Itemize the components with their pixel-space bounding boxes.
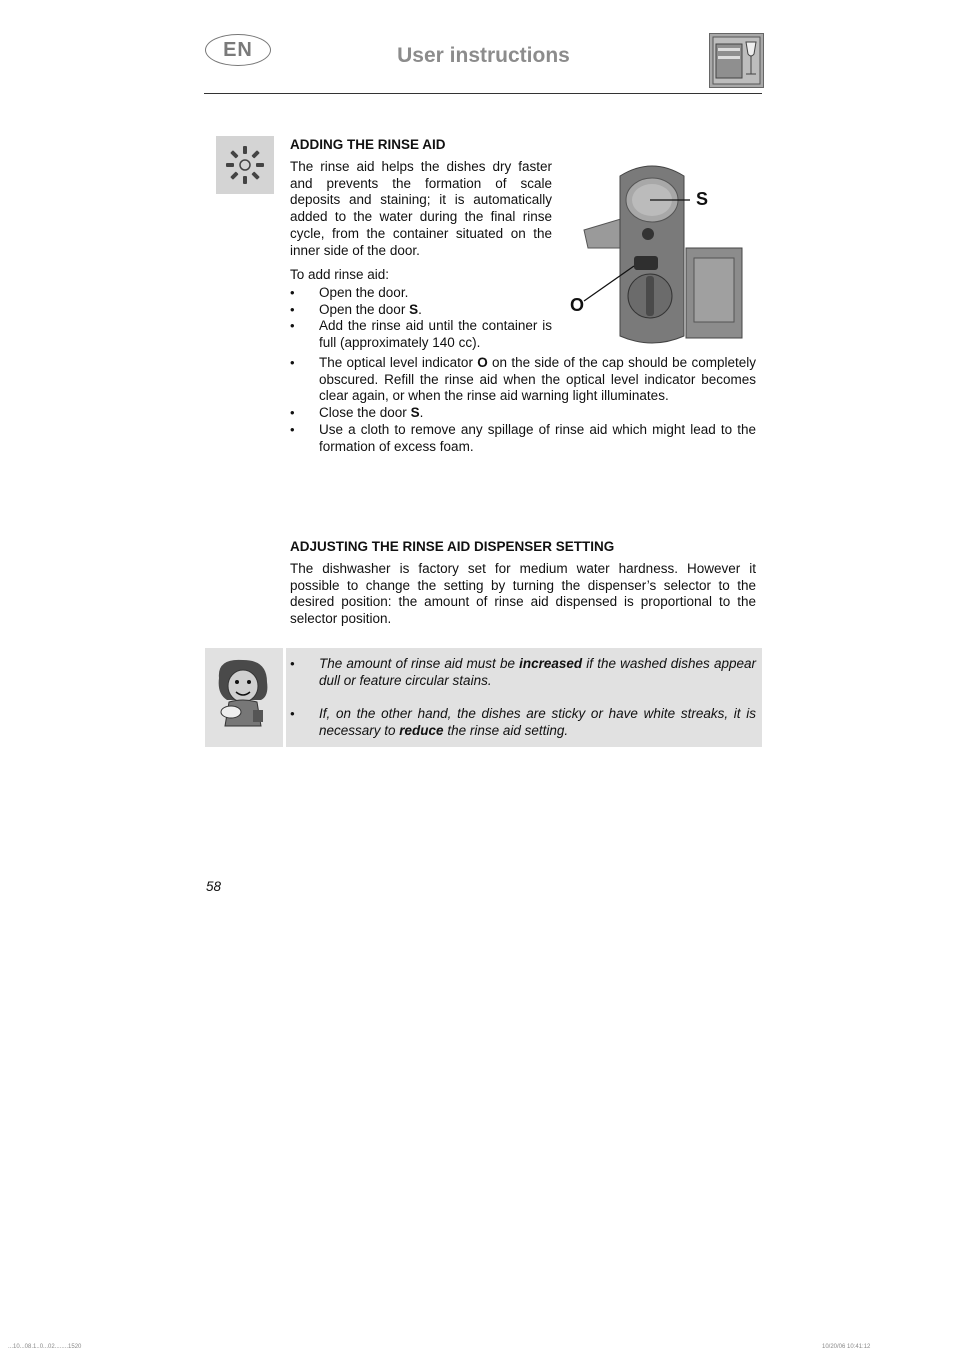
- sun-burst-icon: [216, 136, 274, 194]
- tip-list: [290, 656, 756, 740]
- adjusting-body: The dishwasher is factory set for medium water hardness. However it possible to change the setting by turning the dispenser’s selector to the desired position: the amount of rinse aid dispensed is proportional to the selector position.: [290, 561, 756, 627]
- section-heading-adjusting-setting: ADJUSTING THE RINSE AID DISPENSER SETTING: [290, 539, 615, 554]
- dishwasher-glasses-icon: [709, 33, 764, 88]
- list-item: • The amount of rinse aid must be increased if the washed dishes appear dull or feature circular stains.: [290, 656, 756, 689]
- list-item: • If, on the other hand, the dishes are sticky or have white streaks, it is necessary to reduce the rinse aid setting.: [290, 706, 756, 739]
- page-number: 58: [206, 879, 222, 894]
- language-badge: [205, 34, 271, 66]
- label-s: S: [696, 189, 709, 209]
- list-item: • Use a cloth to remove any spillage of rinse aid which might lead to the formation of excess foam.: [290, 422, 756, 455]
- steps-list-top: [290, 285, 552, 352]
- label-o: O: [570, 295, 585, 315]
- footer-code-left: ...10...08.1..0...02........1520: [8, 1344, 82, 1350]
- footer-code-right: 10/20/06 10:41:12: [822, 1344, 871, 1350]
- cartoon-woman-icon: [205, 648, 283, 747]
- list-item: • Open the door S.: [290, 302, 552, 319]
- tip-icon-box: [205, 648, 283, 747]
- language-code: EN: [223, 38, 253, 61]
- list-item: • The optical level indicator O on the side of the cap should be completely obscured. Refill the rinse aid when the optical level indicator becomes clear again, or when the rinse aid warning light illuminates.: [290, 355, 756, 405]
- header-divider: [204, 93, 762, 94]
- page-title: User instructions: [397, 44, 570, 67]
- list-item: • Close the door S.: [290, 405, 756, 422]
- list-item: • Add the rinse aid until the container is full (approximately 140 cc).: [290, 318, 552, 351]
- rinse-aid-intro: The rinse aid helps the dishes dry faster and prevents the formation of scale deposits and staining; it is automatically added to the water during the final rinse cycle, from the container situated on the inner side of the door.: [290, 159, 552, 258]
- steps-list-bottom: [290, 355, 756, 455]
- to-add-label: To add rinse aid:: [290, 267, 390, 282]
- rinse-aid-dispenser-photo: [562, 156, 758, 352]
- section-heading-adding-rinse-aid: ADDING THE RINSE AID: [290, 137, 446, 152]
- list-item: • Open the door.: [290, 285, 552, 302]
